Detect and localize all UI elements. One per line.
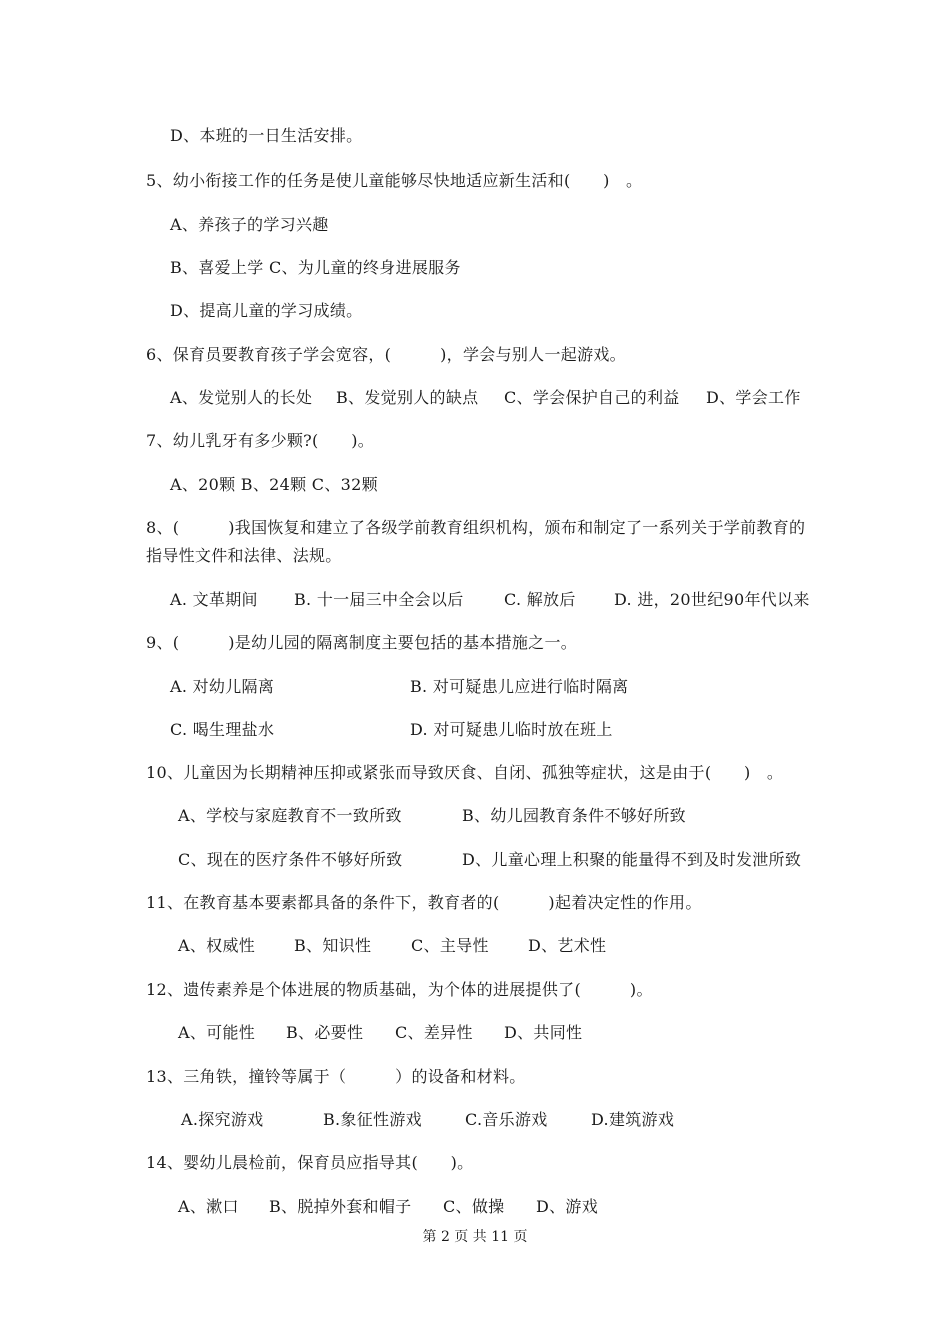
q6-option-a: A、发觉别人的长处 [170,388,313,407]
q4-option-d: D、本班的一日生活安排。 [170,126,363,145]
q7-options: A、20颗 B、24颗 C、32颗 [170,475,378,494]
q14-options [178,1197,598,1217]
q11-options [178,936,606,956]
q9-option-a: A. 对幼儿隔离 [170,677,275,696]
q13-option-b: B.象征性游戏 [323,1110,422,1129]
q9-options-cd [170,720,613,740]
question-9: 9、( )是幼儿园的隔离制度主要包括的基本措施之一。 [146,633,578,652]
question-11: 11、在教育基本要素都具备的条件下，教育者的( )起着决定性的作用。 [146,893,702,912]
q5-option-d: D、提高儿童的学习成绩。 [170,301,363,320]
q9-options-ab [170,677,628,697]
page-footer: 第 2 页 共 11 页 [422,1229,528,1245]
q6-options [170,388,801,408]
q12-option-d: D、共同性 [504,1023,583,1042]
q13-option-d: D.建筑游戏 [591,1110,675,1129]
q10-options-ab [178,806,686,826]
question-12: 12、遗传素养是个体进展的物质基础，为个体的进展提供了( )。 [146,980,653,999]
q8-option-b: B. 十一届三中全会以后 [294,590,464,609]
q10-option-d: D、儿童心理上积聚的能量得不到及时发泄所致 [462,850,802,869]
question-7: 7、幼儿乳牙有多少颗?( )。 [146,431,375,450]
q11-option-a: A、权威性 [178,936,256,955]
question-13: 13、三角铁，撞铃等属于（ ）的设备和材料。 [146,1067,526,1086]
q8-option-d: D. 进，20世纪90年代以来 [614,590,810,609]
question-6: 6、保育员要教育孩子学会宽容，( )，学会与别人一起游戏。 [146,345,626,364]
q14-option-a: A、漱口 [178,1197,239,1216]
q12-option-c: C、差异性 [395,1023,473,1042]
question-5: 5、幼小衔接工作的任务是使儿童能够尽快地适应新生活和( ) 。 [146,171,643,190]
q8-options [170,590,810,610]
q11-option-c: C、主导性 [411,936,489,955]
q6-option-b: B、发觉别人的缺点 [336,388,479,407]
q13-option-a: A.探究游戏 [181,1110,264,1129]
q12-option-a: A、可能性 [178,1023,256,1042]
q10-option-c: C、现在的医疗条件不够好所致 [178,850,403,869]
q6-option-c: C、学会保护自己的利益 [504,388,680,407]
question-10: 10、儿童因为长期精神压抑或紧张而导致厌食、自闭、孤独等症状，这是由于( ) 。 [146,763,784,782]
q14-option-c: C、做操 [443,1197,505,1216]
q12-options [178,1023,582,1043]
question-8-cont: 指导性文件和法律、法规。 [146,546,342,565]
q14-option-d: D、游戏 [536,1197,599,1216]
question-8: 8、( )我国恢复和建立了各级学前教育组织机构，颁布和制定了一系列关于学前教育的 [146,518,806,537]
q9-option-c: C. 喝生理盐水 [170,720,275,739]
q10-option-b: B、幼儿园教育条件不够好所致 [462,806,686,825]
q9-option-d: D. 对可疑患儿临时放在班上 [410,720,613,739]
q13-options [181,1110,674,1130]
q8-option-a: A. 文革期间 [170,590,258,609]
q13-option-c: C.音乐游戏 [465,1110,548,1129]
q5-option-bc: B、喜爱上学 C、为儿童的终身进展服务 [170,258,461,277]
q12-option-b: B、必要性 [286,1023,364,1042]
q11-option-b: B、知识性 [294,936,372,955]
q6-option-d: D、学会工作 [706,388,801,407]
q9-option-b: B. 对可疑患儿应进行临时隔离 [410,677,629,696]
q10-options-cd [178,850,801,870]
q14-option-b: B、脱掉外套和帽子 [269,1197,412,1216]
q11-option-d: D、艺术性 [528,936,607,955]
q8-option-c: C. 解放后 [504,590,576,609]
question-14: 14、婴幼儿晨检前，保育员应指导其( )。 [146,1153,474,1172]
q10-option-a: A、学校与家庭教育不一致所致 [178,806,402,825]
q5-option-a: A、养孩子的学习兴趣 [170,215,329,234]
